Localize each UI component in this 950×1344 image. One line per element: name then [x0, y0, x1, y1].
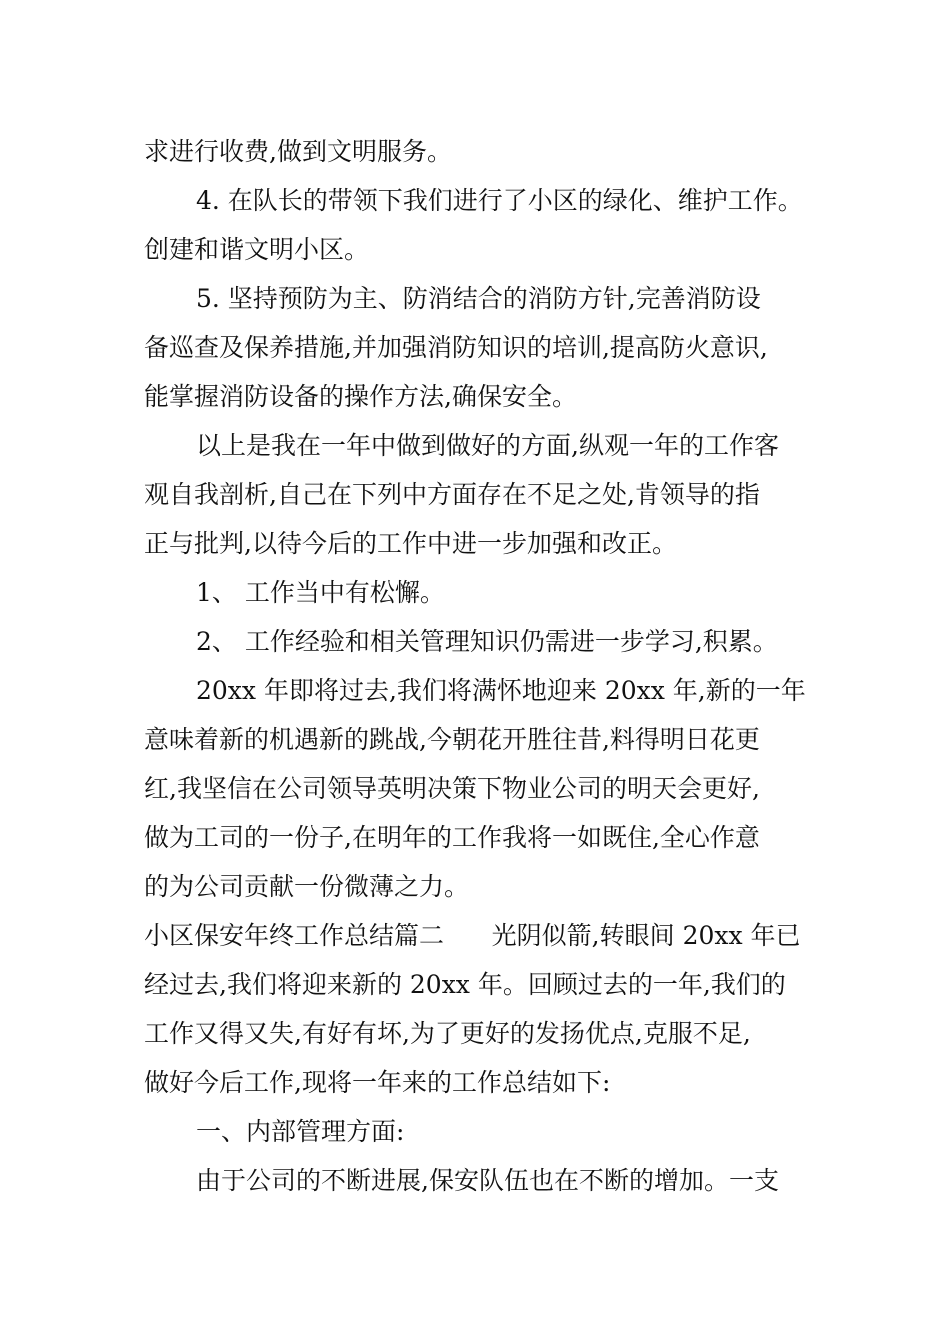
- text-line: 创建和谐文明小区。: [144, 235, 370, 264]
- subheading: 一、内部管理方面:: [196, 1117, 405, 1146]
- text-line: 能掌握消防设备的操作方法,确保安全。: [144, 382, 577, 411]
- text-line: 观自我剖析,自己在下列中方面存在不足之处,肯领导的指: [144, 480, 760, 509]
- text-line: 正与批判,以待今后的工作中进一步加强和改正。: [144, 529, 677, 558]
- text-line: 4. 在队长的带领下我们进行了小区的绿化、维护工作。: [196, 186, 803, 215]
- text-line: 工作又得又失,有好有坏,为了更好的发扬优点,克服不足,: [144, 1019, 751, 1048]
- list-item: 1、 工作当中有松懈。: [196, 578, 445, 607]
- text-line: 求进行收费,做到文明服务。: [144, 137, 452, 166]
- text-line: 经过去,我们将迎来新的 20xx 年。回顾过去的一年,我们的: [144, 970, 786, 999]
- text-line: 备巡查及保养措施,并加强消防知识的培训,提高防火意识,: [144, 333, 768, 362]
- document-body: [144, 127, 814, 1205]
- list-item: 2、 工作经验和相关管理知识仍需进一步学习,积累。: [196, 627, 778, 656]
- text-line: 由于公司的不断进展,保安队伍也在不断的增加。一支: [196, 1166, 779, 1195]
- text-line: 做为工司的一份子,在明年的工作我将一如既住,全心作意: [144, 823, 760, 852]
- section-heading-line: 小区保安年终工作总结篇二 光阴似箭,转眼间 20xx 年已: [144, 921, 801, 950]
- text-line: 20xx 年即将过去,我们将满怀地迎来 20xx 年,新的一年: [196, 676, 806, 705]
- text-line: 的为公司贡献一份微薄之力。: [144, 872, 470, 901]
- text-line: 5. 坚持预防为主、防消结合的消防方针,完善消防设: [196, 284, 761, 313]
- text-line: 做好今后工作,现将一年来的工作总结如下:: [144, 1068, 611, 1097]
- text-line: 红,我坚信在公司领导英明决策下物业公司的明天会更好,: [144, 774, 760, 803]
- text-line: 意味着新的机遇新的跳战,今朝花开胜往昔,料得明日花更: [144, 725, 760, 754]
- text-line: 以上是我在一年中做到做好的方面,纵观一年的工作客: [196, 431, 779, 460]
